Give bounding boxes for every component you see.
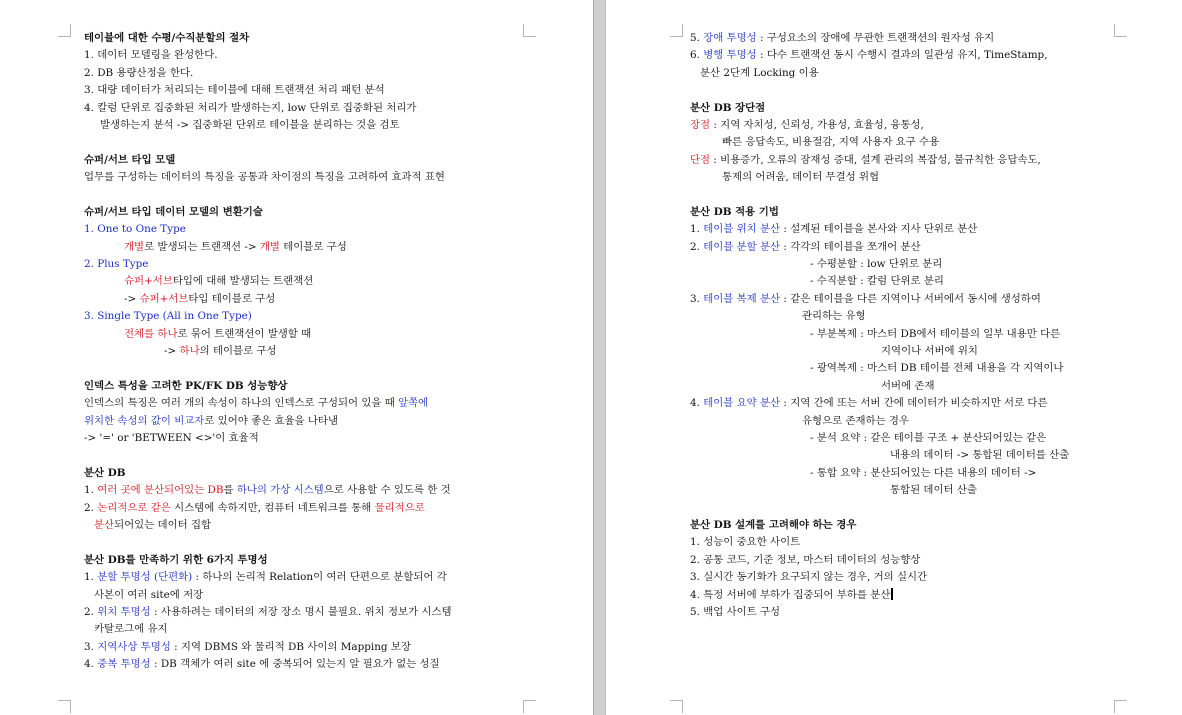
paragraph-continuation: 통제의 어려움, 데이터 무결성 위협 — [722, 171, 880, 184]
sub-item-continuation: 서버에 존재 — [881, 379, 935, 392]
sub-item: - 분석 요약 : 같은 테이블 구조 + 분산되어있는 같은 — [810, 431, 1047, 444]
highlight-text: 장애 투명성 — [703, 32, 757, 44]
margin-corner-marker — [670, 700, 683, 713]
paragraph-line — [690, 152, 1120, 169]
list-item: 2. DB 용량산정을 한다. — [84, 66, 194, 79]
margin-corner-marker — [670, 24, 683, 37]
sub-item-continuation: 지역이나 서버에 위치 — [881, 345, 978, 358]
highlight-text: 전체를 하나 — [124, 327, 178, 340]
sub-item-continuation: 통합된 데이터 산출 — [890, 484, 977, 497]
list-item: 4. 칼럼 단위로 집중화된 처리가 발생하는지, low 단위로 집중화된 처리가 — [84, 101, 417, 114]
list-item-continuation — [84, 517, 524, 534]
highlight-text: 논리적으로 같은 — [97, 501, 171, 514]
text-run: : 설계된 테이블을 본사와 지사 단위로 분산 — [780, 223, 978, 236]
list-item — [690, 587, 1120, 604]
highlight-text: 위치 투명성 — [97, 605, 151, 618]
margin-corner-marker — [1114, 700, 1127, 713]
margin-corner-marker — [58, 700, 71, 713]
list-item: 3. 실시간 동기화가 요구되지 않는 경우, 거의 실시간 — [690, 571, 928, 584]
list-item-continuation: 발생하는지 분석 -> 집중화된 단위로 테이블을 분리하는 것을 검토 — [100, 118, 400, 131]
section-heading: 분산 DB 설계를 고려해야 하는 경우 — [690, 518, 857, 531]
text-run: 시스템에 속하지만, 컴퓨터 네트워크를 통해 — [170, 501, 375, 514]
text-run: : 지역 자치성, 신뢰성, 가용성, 효율성, 융통성, — [710, 118, 924, 131]
paragraph-line — [84, 395, 524, 412]
blank-line — [690, 82, 1120, 99]
margin-corner-marker — [523, 700, 536, 713]
highlight-text: 슈퍼+서브 — [139, 292, 189, 305]
sub-item: - 수평분할 : low 단위로 분리 — [810, 258, 943, 271]
highlight-text: 장점 — [690, 118, 711, 131]
paragraph-line — [84, 413, 524, 430]
list-item-continuation: 관리하는 유형 — [802, 310, 866, 323]
text-run: : 사용하려는 데이터의 저장 장소 명시 불필요. 위치 정보가 시스템 — [150, 605, 452, 618]
paragraph-line — [690, 117, 1120, 134]
text-run: 5. — [690, 32, 704, 44]
text-run: 3. — [84, 640, 98, 653]
list-item-detail — [84, 291, 524, 308]
page-text-left[interactable] — [84, 30, 524, 673]
section-heading: 분산 DB 적용 기법 — [690, 205, 779, 218]
sub-item-continuation: 내용의 데이터 -> 통합된 데이터를 산출 — [890, 449, 1070, 462]
text-run: 를 — [223, 484, 237, 497]
list-item: 5. 백업 사이트 구성 — [690, 605, 781, 618]
text-cursor — [891, 588, 893, 600]
blank-line — [84, 534, 524, 551]
highlight-text: 앞쪽에 — [398, 397, 429, 410]
sub-item: - 부분복제 : 마스터 DB에서 테이블의 일부 내용만 다른 — [810, 327, 1061, 340]
section-heading: 분산 DB — [84, 466, 126, 479]
text-run: 타입에 대해 발생되는 트랜잭션 — [172, 275, 314, 288]
blank-line — [84, 187, 524, 204]
sub-item: - 통합 요약 : 분산되어있는 다른 내용의 데이터 -> — [810, 466, 1037, 479]
list-item — [690, 395, 1120, 412]
section-heading: 슈퍼/서브 타입 데이터 모델의 변환기술 — [84, 205, 263, 218]
text-run: : 구성요소의 장애에 무관한 트랜잭션의 원자성 유지 — [756, 32, 995, 44]
blank-line — [84, 134, 524, 151]
highlight-text: 중복 투명성 — [97, 658, 151, 671]
text-run: 4. — [690, 397, 704, 410]
text-run: 되어있는 데이터 집합 — [114, 518, 212, 531]
text-run: : 같은 테이블을 다른 지역이나 서버에서 동시에 생성하여 — [780, 292, 1041, 305]
sub-item: - 광역복제 : 마스터 DB 테이블 전체 내용을 각 지역이나 — [810, 362, 1064, 375]
text-run: 인덱스의 특징은 여러 개의 속성이 하나의 인덱스로 구성되어 있을 때 — [84, 397, 399, 410]
page-text-right[interactable] — [690, 30, 1120, 621]
list-item — [84, 604, 524, 621]
text-run: 타입 테이블로 구성 — [188, 292, 276, 305]
list-item — [84, 656, 524, 673]
text-run: 으로 사용할 수 있도록 한 것 — [323, 484, 451, 497]
page-gutter — [593, 0, 606, 715]
text-run: 4. 특정 서버에 부하가 집중되어 부하를 분산 — [690, 588, 891, 601]
section-heading: 분산 DB 장단점 — [690, 101, 766, 114]
highlight-text: 위치한 속성의 값이 비교자 — [84, 414, 205, 427]
list-item-continuation: 유형으로 존재하는 경우 — [802, 414, 909, 427]
highlight-text: 개별 — [259, 240, 280, 253]
list-item-continuation: 사본이 여러 site에 저장 — [94, 588, 204, 601]
section-heading: 인덱스 특성을 고려한 PK/FK DB 성능향상 — [84, 379, 288, 392]
highlight-text: 테이블 위치 분산 — [703, 223, 781, 236]
text-run: 2. — [84, 501, 98, 514]
highlight-text: 여러 곳에 분산되어있는 DB — [97, 484, 224, 497]
blank-line — [84, 447, 524, 464]
text-run: 4. — [84, 658, 98, 671]
text-run: 3. — [690, 292, 704, 305]
text-run: : 지역 간에 또는 서버 간에 데이터가 비슷하지만 서로 다른 — [780, 397, 1048, 410]
highlight-text: 테이블 분할 분산 — [703, 240, 781, 253]
text-run: 로 있어야 좋은 효율을 나타냄 — [204, 414, 338, 427]
paragraph-continuation: 빠른 응답속도, 비용절감, 지역 사용자 요구 수용 — [722, 136, 940, 149]
list-item: 2. Plus Type — [84, 258, 149, 271]
highlight-text: 테이블 요약 분산 — [703, 397, 781, 410]
highlight-text: 분할 투명성 (단편화) — [97, 571, 193, 584]
list-item: 2. 공통 코드, 기준 정보, 마스터 데이터의 성능향상 — [690, 553, 921, 566]
section-heading: 슈퍼/서브 타입 모델 — [84, 153, 176, 166]
list-item: 3. 대량 데이터가 처리되는 테이블에 대해 트랜잭션 처리 패턴 분석 — [84, 84, 385, 97]
list-item — [690, 239, 1120, 256]
list-item-continuation: 분산 2단계 Locking 이용 — [700, 66, 819, 79]
margin-corner-marker — [523, 24, 536, 37]
paragraph: 업무를 구성하는 데이터의 특징을 공통과 차이점의 특징을 고려하여 효과적 표현 — [84, 171, 445, 184]
highlight-text: 테이블 복제 분산 — [703, 292, 781, 305]
highlight-text: 병행 투명성 — [703, 49, 757, 62]
margin-corner-marker — [58, 24, 71, 37]
text-run: 1. — [84, 571, 98, 584]
highlight-text: 분산 — [94, 518, 115, 531]
text-run: 2. — [84, 605, 98, 618]
text-run: 로 발생되는 트랜잭션 -> — [144, 240, 260, 253]
sub-item: - 수직분할 : 칼럼 단위로 분리 — [810, 275, 944, 288]
section-heading: 분산 DB를 만족하기 위한 6가지 투명성 — [84, 553, 268, 566]
text-run: : DB 객체가 여러 site 에 중복되어 있는지 알 필요가 없는 성질 — [150, 658, 440, 671]
text-run: 1. — [84, 484, 98, 497]
list-item — [84, 482, 524, 499]
highlight-text: 물리적으로 — [374, 501, 425, 514]
text-run: 1. — [690, 223, 704, 236]
list-item — [84, 500, 524, 517]
blank-line — [84, 360, 524, 377]
blank-line — [690, 187, 1120, 204]
text-run: -> — [124, 292, 140, 305]
blank-line — [690, 500, 1120, 517]
list-item-continuation: 카탈로그에 유지 — [94, 623, 168, 636]
list-item — [690, 47, 1120, 64]
document-page-right[interactable] — [606, 0, 1182, 715]
list-item — [690, 221, 1120, 238]
text-run: : 하나의 논리적 Relation이 여러 단편으로 분할되어 각 — [192, 571, 447, 584]
highlight-text: 개별 — [124, 240, 145, 253]
list-item — [84, 569, 524, 586]
highlight-text: 하나 — [179, 345, 200, 358]
list-item — [690, 291, 1120, 308]
list-item-detail — [84, 239, 524, 256]
section-heading: 테이블에 대한 수평/수직분할의 절차 — [84, 32, 250, 44]
text-run: : 각각의 테이블을 쪼개어 분산 — [780, 240, 921, 253]
paragraph-line: -> '=' or 'BETWEEN <>'이 효율적 — [84, 431, 259, 444]
text-run: 로 묶어 트랜잭션이 발생할 때 — [177, 327, 312, 340]
highlight-text: 슈퍼+서브 — [124, 275, 173, 288]
list-item-detail — [84, 326, 524, 343]
list-item-detail — [84, 343, 524, 360]
list-item: 1. 성능이 중요한 사이트 — [690, 536, 801, 549]
text-run: 6. — [690, 49, 704, 62]
list-item: 3. Single Type (All in One Type) — [84, 310, 252, 323]
list-item: 1. 데이터 모델링을 완성한다. — [84, 49, 218, 62]
text-run: 테이블로 구성 — [279, 240, 347, 253]
highlight-text: 지역사상 투명성 — [97, 640, 171, 653]
text-run: -> — [164, 345, 180, 358]
text-run: 2. — [690, 240, 704, 253]
text-run: 의 테이블로 구성 — [199, 345, 277, 358]
highlight-text: 단점 — [690, 153, 711, 166]
text-run: : 비용증가, 오류의 잠재성 증대, 설계 관리의 복잡성, 불규칙한 응답속도, — [710, 153, 1041, 166]
highlight-text: 하나의 가상 시스템 — [236, 484, 324, 497]
list-item: 1. One to One Type — [84, 223, 186, 236]
text-run: : 지역 DBMS 와 물리적 DB 사이의 Mapping 보장 — [170, 640, 411, 653]
list-item — [84, 639, 524, 656]
list-item — [690, 30, 1120, 47]
text-run: : 다수 트랜잭션 동시 수행시 결과의 일관성 유지, TimeStamp, — [756, 49, 1048, 62]
list-item-detail — [84, 273, 524, 290]
